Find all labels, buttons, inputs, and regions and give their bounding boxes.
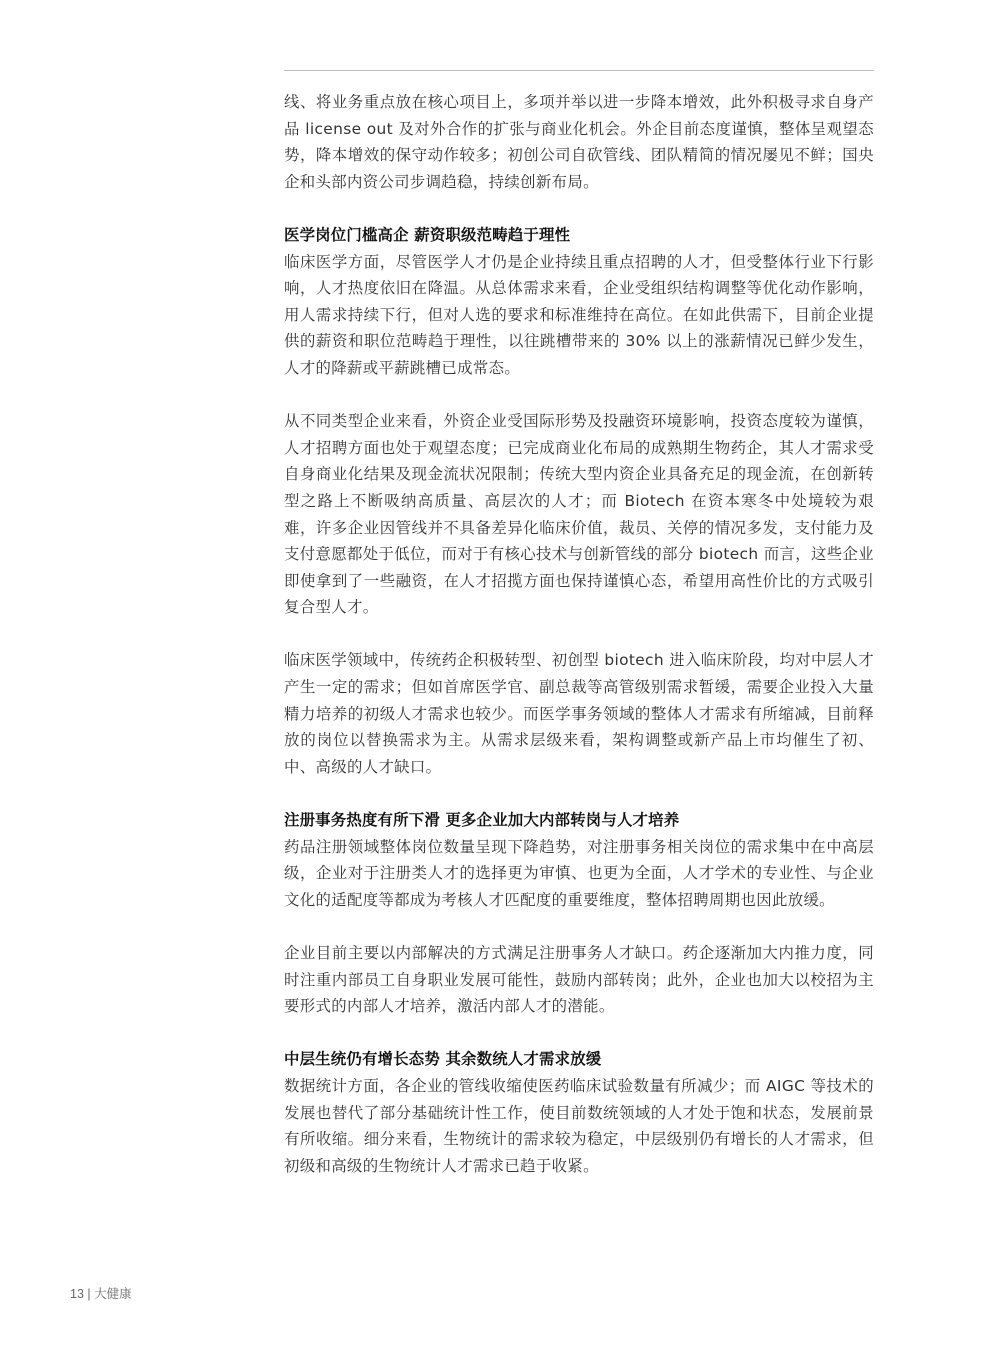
footer-section-label: 大健康 xyxy=(94,1287,132,1301)
section-heading-registration: 注册事务热度有所下滑 更多企业加大内部转岗与人才培养 xyxy=(284,811,680,830)
paragraph-3: 从不同类型企业来看，外资企业受国际形势及投融资环境影响，投资态度较为谨慎，人才招聘方面也处于观望态度；已完成商业化布局的成熟期生物药企，其人才需求受自身商业化结果及现金流状况限制；传统大型内资企业具备充足的现金流，在创新转型之路上不断吸纳高质量、高层次的人才；而 Biotech 在资本寒冬中处境较为艰难，许多企业因管线并不具备差异化临床价值，裁员、关停的情况多发，支付能力及支付意愿都处于低位，而对于有核心技术与创新管线的部分 biotech 而言，这些企业即使拿到了一些融资，在人才招揽方面也保持谨慎心态，希望用高性价比的方式吸引复合型人才。 xyxy=(284,412,874,617)
paragraph-4: 临床医学领域中，传统药企积极转型、初创型 biotech 进入临床阶段，均对中层人才产生一定的需求；但如首席医学官、副总裁等高管级别需求暂缓，需要企业投入大量精力培养的初级人才需求也较少。而医学事务领域的整体人才需求有所缩减，目前释放的岗位以替换需求为主。从需求层级来看，架构调整或新产品上市均催生了初、中、高级的人才缺口。 xyxy=(284,651,874,776)
spacer xyxy=(284,382,874,409)
paragraph-5: 药品注册领域整体岗位数量呈现下降趋势，对注册事务相关岗位的需求集中在中高层级，企业对于注册类人才的选择更为审慎、也更为全面，人才学术的专业性、与企业文化的适配度等都成为考核人才匹配度的重要维度，整体招聘周期也因此放缓。 xyxy=(284,837,874,909)
page-number: 13 xyxy=(70,1287,84,1301)
spacer xyxy=(284,195,874,222)
paragraph-1: 线、将业务重点放在核心项目上，多项并举以进一步降本增效，此外积极寻求自身产品 license out 及对外合作的扩张与商业化机会。外企目前态度谨慎，整体呈观望态势，降本增效的保守动作较多；初创公司自砍管线、团队精简的情况屡见不鲜；国央企和头部内资公司步调趋稳，持续创新布局。 xyxy=(284,93,874,191)
paragraph-2: 临床医学方面，尽管医学人才仍是企业持续且重点招聘的人才，但受整体行业下行影响，人才热度依旧在降温。从总体需求来看，企业受组织结构调整等优化动作影响，用人需求持续下行，但对人选的要求和标准维持在高位。在如此供需下，目前企业提供的薪资和职位范畴趋于理性，以往跳槽带来的 30% 以上的涨薪情况已鲜少发生，人才的降薪或平薪跳槽已成常态。 xyxy=(284,252,874,377)
spacer xyxy=(284,913,874,940)
section-heading-medical: 医学岗位门槛高企 薪资职级范畴趋于理性 xyxy=(284,225,571,244)
spacer xyxy=(284,621,874,648)
page-footer xyxy=(70,1284,132,1302)
spacer xyxy=(284,780,874,807)
paragraph-7: 数据统计方面，各企业的管线收缩使医药临床试验数量有所减少；而 AIGC 等技术的发展也替代了部分基础统计性工作，使目前数统领域的人才处于饱和状态，发展前景有所收缩。细分来看，生物统计的需求较为稳定，中层级别仍有增长的人才需求，但初级和高级的生物统计人才需求已趋于收紧。 xyxy=(284,1076,874,1175)
spacer xyxy=(284,1020,874,1047)
article-body xyxy=(284,89,874,1179)
section-heading-biostatistics: 中层生统仍有增长态势 其余数统人才需求放缓 xyxy=(284,1050,602,1069)
top-divider xyxy=(284,70,874,71)
paragraph-6: 企业目前主要以内部解决的方式满足注册事务人才缺口。药企逐渐加大内推力度，同时注重内部员工自身职业发展可能性，鼓励内部转岗；此外，企业也加大以校招为主要形式的内部人才培养，激活内部人才的潜能。 xyxy=(284,944,874,1016)
footer-separator: | xyxy=(87,1287,91,1301)
